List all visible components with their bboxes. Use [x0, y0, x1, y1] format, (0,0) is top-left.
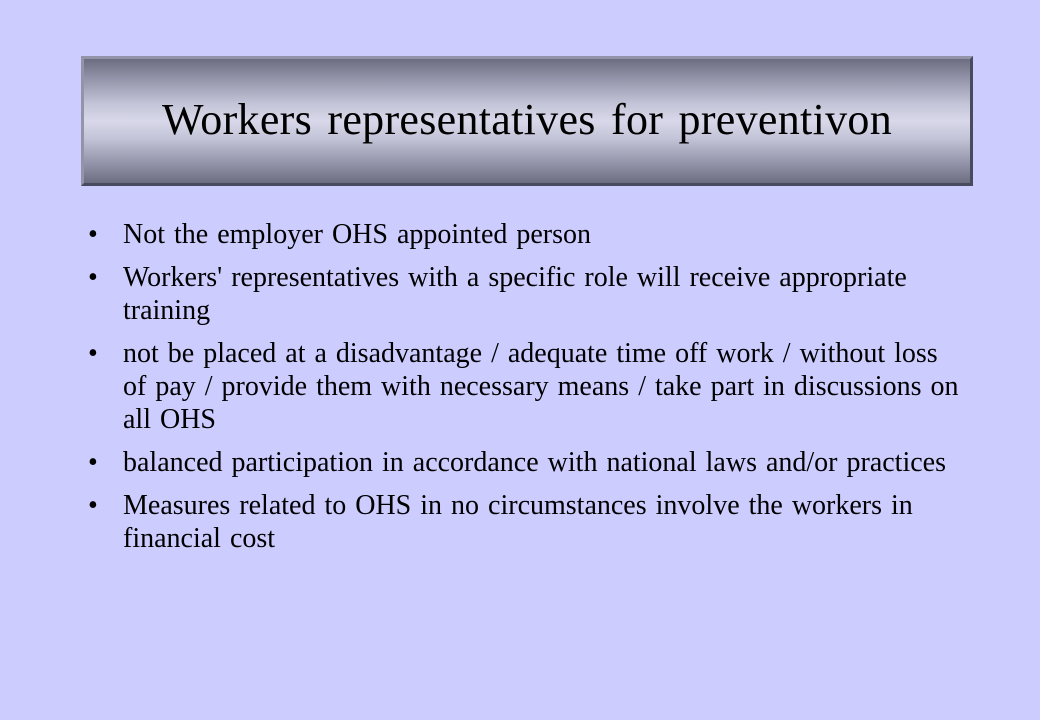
title-bar	[81, 56, 973, 186]
bullet-list	[88, 218, 968, 565]
bullet-icon: •	[88, 490, 98, 521]
bullet-text: balanced participation in accordance with national laws and/or practices	[123, 447, 946, 478]
bullet-text: Measures related to OHS in no circumstances involve the workers in financial cost	[123, 490, 913, 554]
bullet-item	[88, 489, 968, 555]
bullet-icon: •	[88, 338, 98, 369]
bullet-item	[88, 337, 968, 436]
bullet-item	[88, 261, 968, 327]
bullet-text: Workers' representatives with a specific role will receive appropriate training	[123, 262, 907, 326]
bullet-item	[88, 218, 968, 251]
bullet-text: not be placed at a disadvantage / adequate time off work / without loss of pay / provide them with necessary means / take part in discussions on all OHS	[123, 338, 959, 435]
bullet-text: Not the employer OHS appointed person	[123, 219, 592, 250]
bullet-icon: •	[88, 219, 98, 250]
bullet-item	[88, 446, 968, 479]
bullet-icon: •	[88, 447, 98, 478]
slide-title: Workers representatives for preventivon	[162, 94, 892, 144]
bullet-icon: •	[88, 262, 98, 293]
